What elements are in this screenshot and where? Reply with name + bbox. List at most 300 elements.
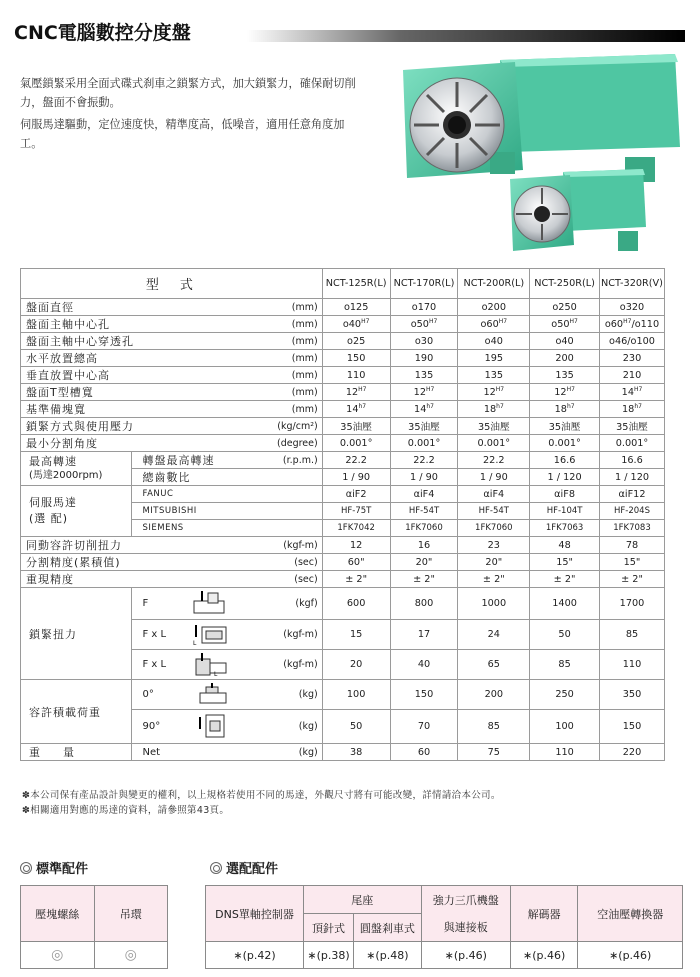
tolerance-sup: h7 bbox=[566, 402, 575, 410]
intro-line-2: 伺服馬達驅動，定位速度快，精準度高，低噪音，適用任意角度加工。 bbox=[20, 118, 345, 150]
spec-value-cell bbox=[458, 571, 530, 588]
spec-value: 0.001° bbox=[407, 437, 441, 449]
spec-value: HF-104T bbox=[530, 503, 600, 520]
spec-value-cell bbox=[322, 299, 390, 316]
torque-unit: (kgf) bbox=[268, 588, 322, 620]
spec-value: 70 bbox=[390, 710, 458, 744]
spec-value: 250 bbox=[530, 680, 600, 710]
spec-value-cell bbox=[322, 333, 390, 350]
spec-value: 210 bbox=[622, 369, 642, 381]
included-mark: ◎ bbox=[94, 942, 168, 969]
model-name: NCT-320R(V) bbox=[600, 269, 665, 299]
optional-heading-text: 選配配件 bbox=[226, 862, 279, 877]
spec-value-cell bbox=[600, 571, 665, 588]
tolerance-sup: H7 bbox=[633, 385, 643, 393]
spec-value-cell bbox=[600, 316, 665, 333]
spec-value: HF-204S bbox=[600, 503, 665, 520]
spec-value: ± 2" bbox=[345, 573, 368, 585]
tolerance-sup: H7 bbox=[428, 317, 438, 325]
converter-label: 空油壓轉換器 bbox=[578, 886, 683, 942]
model-header-label: 型 式 bbox=[21, 269, 323, 299]
load-sub: 0° bbox=[142, 689, 154, 700]
weight-row bbox=[21, 744, 665, 761]
tolerance-sup: h7 bbox=[496, 402, 504, 410]
spec-value: 60" bbox=[347, 556, 365, 568]
tailstock-label: 尾座 bbox=[304, 886, 422, 914]
intro-text bbox=[20, 74, 365, 156]
spec-row bbox=[21, 435, 665, 452]
spec-value-cell bbox=[390, 316, 458, 333]
spec-value-cell bbox=[600, 435, 665, 452]
spec-value-cell bbox=[530, 537, 600, 554]
spec-label: 鎖緊方式與使用壓力 bbox=[21, 418, 269, 435]
spec-value: 35油壓 bbox=[616, 422, 648, 433]
standard-item: 壓塊螺絲 bbox=[21, 886, 95, 942]
spec-value-cell bbox=[530, 435, 600, 452]
spec-value: αiF8 bbox=[530, 486, 600, 503]
servo-label-cell bbox=[21, 486, 132, 537]
spec-unit: (mm) bbox=[268, 384, 322, 401]
spec-value-cell bbox=[600, 401, 665, 418]
spec-value: 1400 bbox=[530, 588, 600, 620]
spec-value: ο125 bbox=[343, 301, 369, 313]
chuck-label-1: 強力三爪機盤 bbox=[421, 886, 510, 914]
spec-value: 220 bbox=[600, 744, 665, 761]
spec-value: ο320 bbox=[619, 301, 645, 313]
spec-value: 0.001° bbox=[615, 437, 649, 449]
spec-value-cell bbox=[458, 418, 530, 435]
spec-value-cell bbox=[600, 554, 665, 571]
torque-sub-cell bbox=[132, 650, 268, 680]
speed-label: 最高轉速 bbox=[29, 454, 77, 468]
spec-label: 分割精度(累積值) bbox=[21, 554, 269, 571]
spec-value: 1 / 120 bbox=[600, 469, 665, 486]
spec-value: 100 bbox=[322, 680, 390, 710]
spec-value: 16 bbox=[417, 539, 431, 551]
spec-label: 盤面直徑 bbox=[21, 299, 269, 316]
spec-value: ± 2" bbox=[413, 573, 435, 585]
spec-unit: (mm) bbox=[268, 299, 322, 316]
spec-row bbox=[21, 333, 665, 350]
spec-value: 600 bbox=[322, 588, 390, 620]
spec-value-tail: /ο110 bbox=[631, 319, 660, 331]
title-gradient-bar bbox=[247, 30, 685, 42]
spec-row bbox=[21, 418, 665, 435]
torque-label: 鎖緊扭力 bbox=[21, 588, 132, 680]
spec-value: 150 bbox=[600, 710, 665, 744]
spec-value: 17 bbox=[390, 620, 458, 650]
spec-value: 0.001° bbox=[339, 437, 373, 449]
spec-unit: (sec) bbox=[268, 554, 322, 571]
tolerance-sup: h7 bbox=[426, 402, 434, 410]
spec-value: 85 bbox=[458, 710, 530, 744]
spec-label: 盤面主軸中心穿透孔 bbox=[21, 333, 269, 350]
page-ref: ∗(p.46) bbox=[578, 942, 683, 969]
spec-row bbox=[21, 367, 665, 384]
spec-value: 16.6 bbox=[600, 452, 665, 469]
spec-value: 1 / 90 bbox=[322, 469, 390, 486]
spec-value: 200 bbox=[458, 680, 530, 710]
load-unit: (kg) bbox=[268, 710, 322, 744]
spec-value: 230 bbox=[622, 352, 642, 364]
spec-label: 水平放置總高 bbox=[21, 350, 269, 367]
spec-unit: (mm) bbox=[268, 401, 322, 418]
spec-value: 20 bbox=[322, 650, 390, 680]
circle-bullet-icon bbox=[20, 862, 32, 874]
table-speed-unit: (r.p.m.) bbox=[268, 452, 322, 469]
spec-row bbox=[21, 350, 665, 367]
spec-value: 50 bbox=[322, 710, 390, 744]
spec-value: 135 bbox=[414, 369, 434, 381]
spec-value: αiF2 bbox=[322, 486, 390, 503]
torque-sub: F x L bbox=[142, 659, 167, 670]
spec-unit: (sec) bbox=[268, 571, 322, 588]
force-lever-diagram-icon bbox=[192, 653, 232, 677]
tailstock-center-label: 頂針式 bbox=[304, 914, 354, 942]
spec-value-cell bbox=[600, 418, 665, 435]
spec-value: 200 bbox=[555, 352, 574, 364]
tailstock-brake-label: 圓盤剎車式 bbox=[354, 914, 422, 942]
spec-value-cell bbox=[530, 384, 600, 401]
spec-value: 35油壓 bbox=[408, 422, 440, 433]
spec-value-cell bbox=[530, 367, 600, 384]
spec-label: 重現精度 bbox=[21, 571, 269, 588]
optional-accessories-heading bbox=[210, 858, 278, 877]
spec-value-cell bbox=[458, 435, 530, 452]
page-title: CNC電腦數控分度盤 bbox=[14, 22, 191, 44]
spec-value: ± 2" bbox=[553, 573, 576, 585]
spec-value-cell bbox=[322, 350, 390, 367]
spec-value: 14 bbox=[621, 387, 634, 399]
circle-bullet-icon bbox=[210, 862, 222, 874]
spec-value: 24 bbox=[458, 620, 530, 650]
spec-value: 350 bbox=[600, 680, 665, 710]
servo-brand: SIEMENS bbox=[132, 520, 322, 537]
svg-text:L: L bbox=[214, 671, 218, 677]
speed-label-cell bbox=[21, 452, 132, 486]
tolerance-sup: h7 bbox=[358, 402, 367, 410]
spec-value: αiF12 bbox=[600, 486, 665, 503]
torque-unit: (kgf-m) bbox=[268, 620, 322, 650]
spec-unit: (kg/cm²) bbox=[268, 418, 322, 435]
spec-value-cell bbox=[390, 350, 458, 367]
spec-value: 1FK7042 bbox=[322, 520, 390, 537]
tolerance-sup: h7 bbox=[634, 402, 642, 410]
encoder-label: 解碼器 bbox=[510, 886, 578, 942]
spec-value: 75 bbox=[458, 744, 530, 761]
rotary-table-small-image bbox=[508, 167, 648, 257]
spec-value: ο60 bbox=[604, 319, 624, 331]
spec-value: 14 bbox=[414, 404, 427, 416]
load-label: 容許積載荷重 bbox=[21, 680, 132, 744]
spec-value-cell bbox=[600, 350, 665, 367]
spec-value: ο40 bbox=[484, 335, 503, 347]
dns-controller-label: DNS單軸控制器 bbox=[206, 886, 304, 942]
force-lever-diagram-icon bbox=[192, 623, 232, 647]
optional-accessories-table bbox=[205, 885, 683, 969]
spec-value: αiF4 bbox=[458, 486, 530, 503]
spec-row bbox=[21, 316, 665, 333]
spec-row bbox=[21, 401, 665, 418]
spec-value-cell bbox=[322, 554, 390, 571]
spec-value: 1FK7060 bbox=[458, 520, 530, 537]
spec-value-cell bbox=[600, 367, 665, 384]
spec-value-cell bbox=[390, 571, 458, 588]
spec-value-cell bbox=[458, 554, 530, 571]
spec-value: 110 bbox=[530, 744, 600, 761]
spec-value: 15" bbox=[623, 556, 641, 568]
spec-value-cell bbox=[458, 333, 530, 350]
model-name: NCT-125R(L) bbox=[322, 269, 390, 299]
spec-value: 1700 bbox=[600, 588, 665, 620]
spec-label: 最小分割角度 bbox=[21, 435, 269, 452]
page-ref: ∗(p.38) bbox=[304, 942, 354, 969]
servo-label: 伺服馬達 bbox=[29, 496, 77, 509]
torque-unit: (kgf-m) bbox=[268, 650, 322, 680]
table-speed-label: 轉盤最高轉速 bbox=[132, 452, 268, 469]
spec-value: ο170 bbox=[411, 301, 437, 313]
model-name: NCT-250R(L) bbox=[530, 269, 600, 299]
notes bbox=[22, 788, 501, 818]
load-unit: (kg) bbox=[268, 680, 322, 710]
spec-value: 78 bbox=[625, 539, 639, 551]
weight-unit: (kg) bbox=[268, 744, 322, 761]
speed-label-2: (馬達2000rpm) bbox=[29, 469, 103, 481]
torque-sub: F x L bbox=[142, 629, 167, 640]
spec-value: 40 bbox=[390, 650, 458, 680]
spec-value-cell bbox=[458, 316, 530, 333]
spec-value-cell bbox=[322, 367, 390, 384]
spec-value: 35油壓 bbox=[340, 422, 372, 433]
spec-value: 18 bbox=[554, 404, 567, 416]
load-sub: 90° bbox=[142, 721, 161, 732]
load-vertical-icon bbox=[192, 713, 232, 741]
spec-value: 1 / 90 bbox=[390, 469, 458, 486]
page-ref: ∗(p.46) bbox=[421, 942, 510, 969]
tolerance-sup: H7 bbox=[495, 385, 505, 393]
spec-value: ο46/ο100 bbox=[609, 335, 655, 347]
spec-value-cell bbox=[600, 299, 665, 316]
spec-value: ο200 bbox=[481, 301, 507, 313]
spec-value-cell bbox=[322, 401, 390, 418]
spec-label: 盤面主軸中心孔 bbox=[21, 316, 269, 333]
spec-value: 12 bbox=[554, 387, 567, 399]
spec-value: 65 bbox=[458, 650, 530, 680]
spec-value-cell bbox=[458, 367, 530, 384]
spec-value: 12 bbox=[413, 387, 426, 399]
weight-sub: Net bbox=[132, 744, 268, 761]
spec-value-cell bbox=[530, 316, 600, 333]
spec-value: 1FK7083 bbox=[600, 520, 665, 537]
torque-sub: F bbox=[142, 598, 149, 609]
spec-value: 800 bbox=[390, 588, 458, 620]
force-diagram-icon bbox=[192, 591, 232, 617]
spec-value: 1FK7060 bbox=[390, 520, 458, 537]
note-line: ✽本公司保有產品設計與變更的權利，以上規格若使用不同的馬達，外觀尺寸將有可能改變，詳情請洽本公司。 bbox=[22, 790, 501, 801]
spec-value-cell bbox=[390, 401, 458, 418]
spec-value-cell bbox=[530, 299, 600, 316]
speed-row bbox=[21, 452, 665, 469]
spec-header-row bbox=[21, 269, 665, 299]
spec-value: 12 bbox=[349, 539, 363, 551]
spec-value: 12 bbox=[483, 387, 496, 399]
spec-unit: (mm) bbox=[268, 350, 322, 367]
spec-value-cell bbox=[530, 554, 600, 571]
spec-value: ο25 bbox=[347, 335, 366, 347]
spec-value: 0.001° bbox=[477, 437, 511, 449]
spec-value: 12 bbox=[345, 387, 359, 399]
tolerance-sup: H7 bbox=[358, 385, 367, 393]
chuck-label-2: 與連接板 bbox=[421, 914, 510, 942]
spec-value: ο250 bbox=[552, 301, 577, 313]
spec-value: 135 bbox=[484, 369, 504, 381]
spec-value-cell bbox=[322, 384, 390, 401]
spec-value: 135 bbox=[555, 369, 574, 381]
spec-value: 18 bbox=[622, 404, 635, 416]
spec-value-cell bbox=[600, 384, 665, 401]
spec-row bbox=[21, 554, 665, 571]
spec-value: 15" bbox=[556, 556, 573, 568]
spec-value: 190 bbox=[414, 352, 434, 364]
spec-value: ± 2" bbox=[621, 573, 643, 585]
spec-value: 22.2 bbox=[322, 452, 390, 469]
page-ref: ∗(p.48) bbox=[354, 942, 422, 969]
model-name: NCT-170R(L) bbox=[390, 269, 458, 299]
spec-value-cell bbox=[600, 333, 665, 350]
spec-value-cell bbox=[530, 401, 600, 418]
spec-value: 20" bbox=[415, 556, 433, 568]
spec-value: 1FK7063 bbox=[530, 520, 600, 537]
spec-value: 60 bbox=[390, 744, 458, 761]
spec-unit: (mm) bbox=[268, 367, 322, 384]
note-line: ✽相關適用對應的馬達的資料，請參照第43頁。 bbox=[22, 805, 230, 816]
spec-value: 48 bbox=[558, 539, 571, 551]
included-mark: ◎ bbox=[21, 942, 95, 969]
spec-value-cell bbox=[322, 537, 390, 554]
spec-value: αiF4 bbox=[390, 486, 458, 503]
tolerance-sup: H7 bbox=[498, 317, 508, 325]
spec-row bbox=[21, 299, 665, 316]
spec-value: 16.6 bbox=[530, 452, 600, 469]
spec-value-cell bbox=[530, 418, 600, 435]
spec-value: 85 bbox=[530, 650, 600, 680]
spec-value-cell bbox=[600, 537, 665, 554]
spec-value-cell bbox=[530, 350, 600, 367]
spec-value: ο50 bbox=[551, 319, 570, 331]
servo-label-2: (選 配) bbox=[29, 512, 69, 525]
spec-row bbox=[21, 384, 665, 401]
spec-value: 22.2 bbox=[458, 452, 530, 469]
tolerance-sup: H7 bbox=[623, 317, 632, 325]
spec-value: ± 2" bbox=[482, 573, 505, 585]
tolerance-sup: H7 bbox=[566, 385, 575, 393]
spec-value-cell bbox=[322, 418, 390, 435]
spec-value-cell bbox=[458, 350, 530, 367]
spec-value: ο40 bbox=[342, 319, 362, 331]
spec-table bbox=[20, 268, 665, 761]
standard-accessories-table bbox=[20, 885, 168, 969]
spec-value-cell bbox=[390, 435, 458, 452]
standard-item: 吊環 bbox=[94, 886, 168, 942]
standard-heading-text: 標準配件 bbox=[36, 862, 89, 877]
spec-value: 18 bbox=[483, 404, 497, 416]
spec-value: 35油壓 bbox=[477, 422, 510, 433]
spec-value: 20" bbox=[485, 556, 503, 568]
spec-row bbox=[21, 537, 665, 554]
servo-brand: MITSUBISHI bbox=[132, 503, 322, 520]
tolerance-sup: H7 bbox=[569, 317, 578, 325]
tolerance-sup: H7 bbox=[361, 317, 370, 325]
svg-text:L: L bbox=[193, 640, 197, 647]
servo-brand: FANUC bbox=[132, 486, 322, 503]
spec-value: HF-75T bbox=[322, 503, 390, 520]
spec-value: 110 bbox=[600, 650, 665, 680]
tolerance-sup: H7 bbox=[426, 385, 435, 393]
spec-value: ο50 bbox=[410, 319, 429, 331]
spec-value: HF-54T bbox=[458, 503, 530, 520]
standard-accessories-heading bbox=[20, 858, 88, 877]
spec-value: 38 bbox=[322, 744, 390, 761]
spec-value: 100 bbox=[530, 710, 600, 744]
spec-value-cell bbox=[458, 384, 530, 401]
spec-label: 同動容許切削扭力 bbox=[21, 537, 269, 554]
spec-value: 23 bbox=[487, 539, 500, 551]
spec-value: 195 bbox=[484, 352, 504, 364]
load-sub-cell bbox=[132, 680, 268, 710]
spec-value-cell bbox=[322, 435, 390, 452]
spec-value: 1 / 90 bbox=[458, 469, 530, 486]
spec-value: 85 bbox=[600, 620, 665, 650]
spec-unit: (kgf-m) bbox=[268, 537, 322, 554]
spec-unit: (mm) bbox=[268, 316, 322, 333]
servo-row bbox=[21, 486, 665, 503]
torque-sub-cell bbox=[132, 588, 268, 620]
spec-row bbox=[21, 571, 665, 588]
spec-value: 1 / 120 bbox=[530, 469, 600, 486]
spec-value-cell bbox=[530, 333, 600, 350]
spec-value: 14 bbox=[346, 404, 359, 416]
page-ref: ∗(p.42) bbox=[206, 942, 304, 969]
spec-value: 110 bbox=[346, 369, 366, 381]
weight-label: 重 量 bbox=[21, 744, 132, 761]
spec-unit: (mm) bbox=[268, 333, 322, 350]
ratio-label: 總齒數比 bbox=[132, 469, 322, 486]
spec-label: 盤面T型槽寬 bbox=[21, 384, 269, 401]
spec-label: 垂直放置中心高 bbox=[21, 367, 269, 384]
model-name: NCT-200R(L) bbox=[458, 269, 530, 299]
spec-value: 50 bbox=[530, 620, 600, 650]
spec-value: ο40 bbox=[555, 335, 574, 347]
spec-value: ο30 bbox=[414, 335, 434, 347]
spec-value-cell bbox=[322, 571, 390, 588]
load-row bbox=[21, 680, 665, 710]
spec-value: 150 bbox=[346, 352, 366, 364]
spec-unit: (degree) bbox=[268, 435, 322, 452]
torque-row bbox=[21, 588, 665, 620]
spec-value: 1000 bbox=[458, 588, 530, 620]
spec-value-cell bbox=[530, 571, 600, 588]
spec-value: 15 bbox=[322, 620, 390, 650]
spec-value-cell bbox=[390, 537, 458, 554]
spec-value: 0.001° bbox=[548, 437, 581, 449]
spec-value: HF-54T bbox=[390, 503, 458, 520]
spec-label: 基準備塊寬 bbox=[21, 401, 269, 418]
spec-value-cell bbox=[390, 367, 458, 384]
intro-line-1: 氣壓鎖緊采用全面式碟式刹車之鎖緊方式，加大鎖緊力，確保耐切削力，盤面不會振動。 bbox=[20, 77, 356, 109]
spec-value-cell bbox=[390, 554, 458, 571]
torque-sub-cell bbox=[132, 620, 268, 650]
spec-value-cell bbox=[390, 384, 458, 401]
